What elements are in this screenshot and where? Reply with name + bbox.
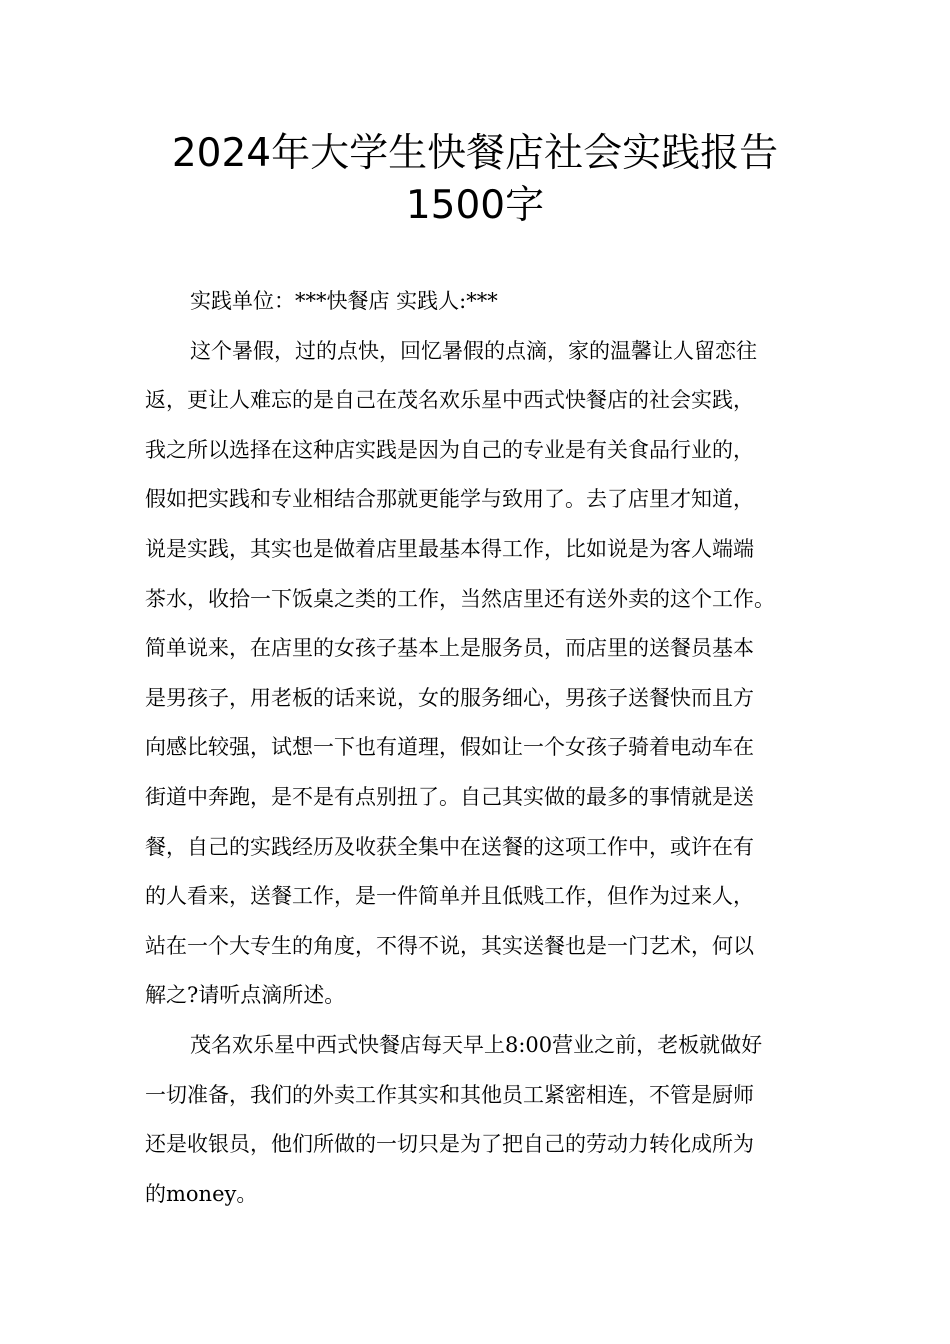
- paragraph-line: 一切准备，我们的外卖工作其实和其他员工紧密相连，不管是厨师: [145, 1082, 754, 1107]
- paragraph-line: 餐，自己的实践经历及收获全集中在送餐的这项工作中，或许在有: [145, 834, 754, 859]
- paragraph-line: 茂名欢乐星中西式快餐店每天早上8:00营业之前，老板就做好: [190, 1032, 763, 1057]
- document-title: 2024年大学生快餐店社会实践报告: [171, 131, 779, 176]
- paragraph-line: 的人看来，送餐工作，是一件简单并且低贱工作，但作为过来人，: [145, 884, 754, 909]
- paragraph-line: 的money。: [145, 1181, 258, 1206]
- paragraph-line: 假如把实践和专业相结合那就更能学与致用了。去了店里才知道，: [145, 487, 754, 512]
- paragraph-line: 这个暑假，过的点快，回忆暑假的点滴，家的温馨让人留恋往: [190, 338, 757, 363]
- paragraph-line: 我之所以选择在这种店实践是因为自己的专业是有关食品行业的，: [145, 437, 754, 462]
- paragraph-line: 街道中奔跑，是不是有点别扭了。自己其实做的最多的事情就是送: [145, 784, 754, 809]
- paragraph-line: 简单说来，在店里的女孩子基本上是服务员，而店里的送餐员基本: [145, 636, 754, 661]
- paragraph-line: 返，更让人难忘的是自己在茂名欢乐星中西式快餐店的社会实践，: [145, 388, 754, 413]
- paragraph-line: 向感比较强，试想一下也有道理，假如让一个女孩子骑着电动车在: [145, 735, 754, 760]
- paragraph-line: 解之?请听点滴所述。: [145, 983, 346, 1008]
- paragraph-line: 说是实践，其实也是做着店里最基本得工作，比如说是为客人端端: [145, 536, 754, 561]
- paragraph-line: 站在一个大专生的角度，不得不说，其实送餐也是一门艺术，何以: [145, 933, 754, 958]
- paragraph-line: 是男孩子，用老板的话来说，女的服务细心，男孩子送餐快而且方: [145, 685, 754, 710]
- document-body: [145, 281, 815, 1223]
- paragraph-line: 还是收银员，他们所做的一切只是为了把自己的劳动力转化成所为: [145, 1132, 754, 1157]
- document-title-continued: 1500字: [405, 183, 545, 228]
- practice-info-line: 实践单位：***快餐店 实践人:***: [190, 289, 498, 313]
- paragraph-line: 茶水，收拾一下饭桌之类的工作，当然店里还有送外卖的这个工作。: [145, 586, 775, 611]
